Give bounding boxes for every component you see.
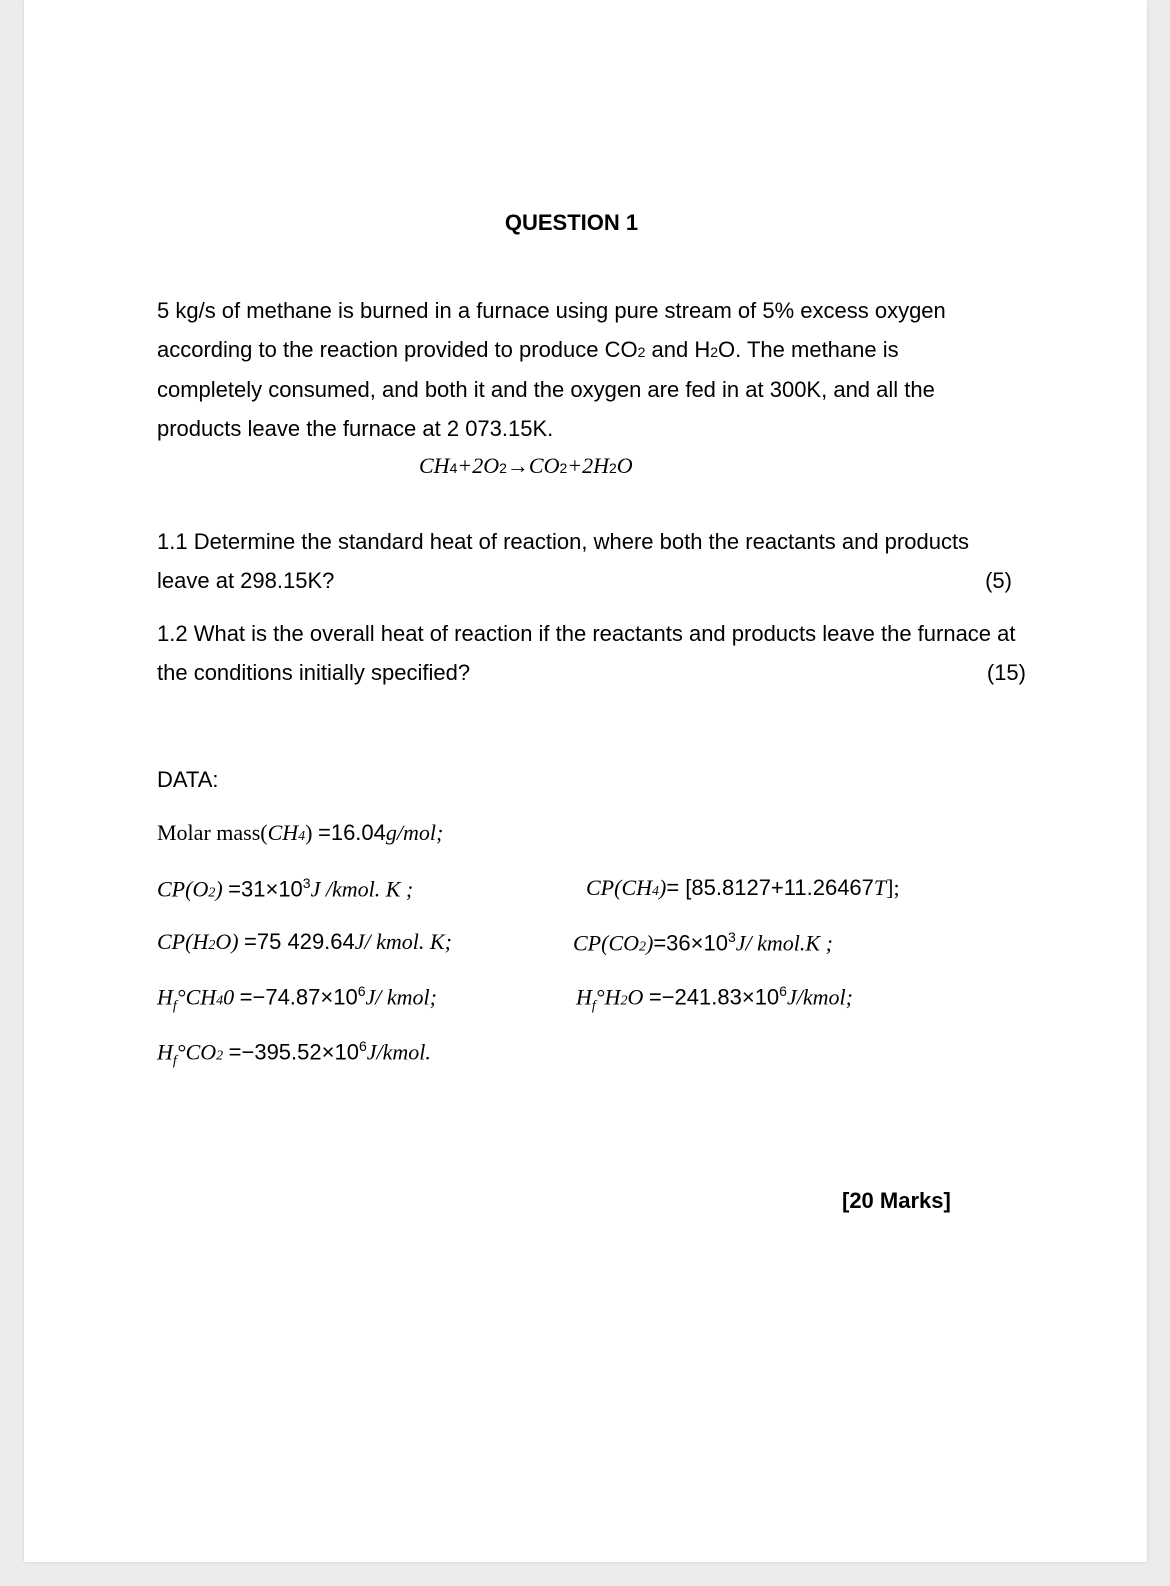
data-hf-co2: $H_f^\circ CO2$ $=-395.52\times 10^6J$/kmol. bbox=[157, 1038, 431, 1069]
question-1-2-line2: the conditions initially specified? bbox=[157, 660, 471, 685]
document-page bbox=[24, 0, 1147, 1562]
reaction-equation: CH4+2O2→CO2+2H2O bbox=[419, 453, 633, 478]
data-cp-o2: $CP(O2) =31\times 10^3J$ /kmol. K ; bbox=[157, 875, 414, 902]
intro-line: completely consumed, and both it and the oxygen are fed in at 300K, and all the bbox=[157, 377, 935, 402]
question-1-2-marks: (15) bbox=[986, 660, 1026, 685]
data-cp-co2: $CP(CO2)=36\times 10^3J/$ kmol.K ; bbox=[573, 929, 833, 956]
intro-paragraph bbox=[157, 292, 1012, 448]
intro-line: 5 kg/s of methane is burned in a furnace using pure stream of 5% excess oxygen bbox=[157, 298, 946, 323]
data-hf-h2o: $H_f^\circ H2O$ $=-241.83\times 10^6J$/kmol; bbox=[576, 983, 853, 1014]
data-heading: DATA: bbox=[157, 767, 219, 792]
question-1-2-line1: 1.2 What is the overall heat of reaction if the reactants and products leave the furnace at bbox=[157, 621, 1016, 646]
data-hf-ch4: $H_f^\circ CH40 =-74.87\times 10^6J/$ kmol; bbox=[157, 983, 437, 1014]
question-1-1-marks: (5) bbox=[985, 568, 1012, 593]
intro-line: products leave the furnace at 2 073.15K. bbox=[157, 415, 554, 441]
question-1-1-line1: 1.1 Determine the standard heat of reaction, where both the reactants and products bbox=[157, 529, 970, 554]
data-cp-h2o: CP(H2O) =75 429.64J/ kmol. K; bbox=[157, 929, 452, 954]
data-molar-mass: Molar mass(CH4) =16.04g/mol; bbox=[157, 820, 444, 845]
data-cp-ch4: CP(CH4)= [85.8127+11.26467T]; bbox=[586, 875, 900, 900]
intro-line: according to the reaction provided to produce CO2 and H2O. The methane is bbox=[157, 336, 899, 362]
total-marks: [20 Marks] bbox=[842, 1188, 951, 1213]
question-title: QUESTION 1 bbox=[504, 210, 639, 235]
question-1-1-line2: leave at 298.15K? bbox=[157, 568, 335, 593]
